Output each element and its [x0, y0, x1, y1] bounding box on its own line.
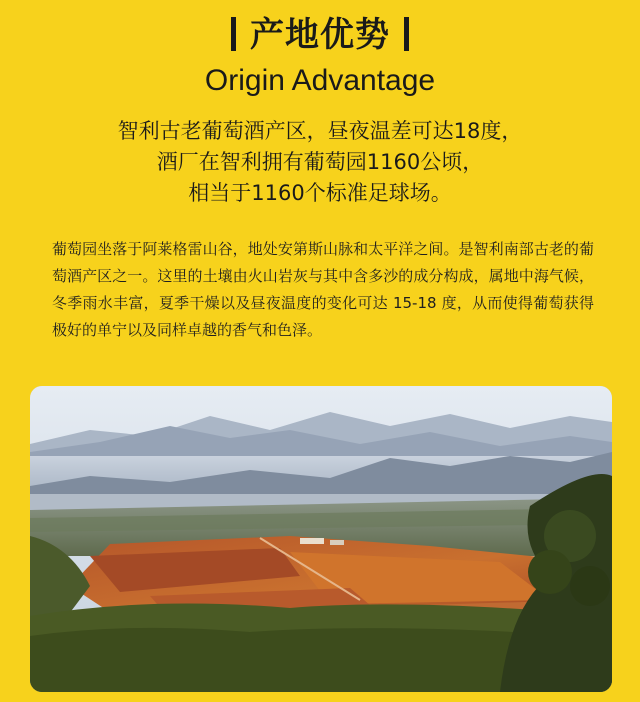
- title-text: 产地优势: [250, 15, 390, 55]
- title-left-bar: [231, 17, 236, 51]
- vineyard-landscape-photo: [30, 386, 612, 692]
- section-title: [0, 12, 640, 58]
- description-paragraph: 葡萄园坐落于阿莱格雷山谷，地处安第斯山脉和太平洋之间。是智利南部古老的葡萄酒产区之一。这里的土壤由火山岩灰与其中含多沙的成分构成，属地中海气候，冬季雨水丰富，夏季干燥以及昼夜温度的变化可达 15-18 度，从而使得葡萄获得极好的单宁以及同样卓越的香气和色泽。: [52, 240, 594, 339]
- highlight-lines: [0, 116, 640, 209]
- highlight-line-2: 酒厂在智利拥有葡萄园1160公顷，: [156, 150, 484, 174]
- title-right-bar: [404, 17, 409, 51]
- highlight-line-1: 智利古老葡萄酒产区，昼夜温差可达18度，: [117, 119, 523, 143]
- section-subtitle: Origin Advantage: [204, 64, 436, 97]
- highlight-line-3: 相当于1160个标准足球场。: [188, 181, 452, 205]
